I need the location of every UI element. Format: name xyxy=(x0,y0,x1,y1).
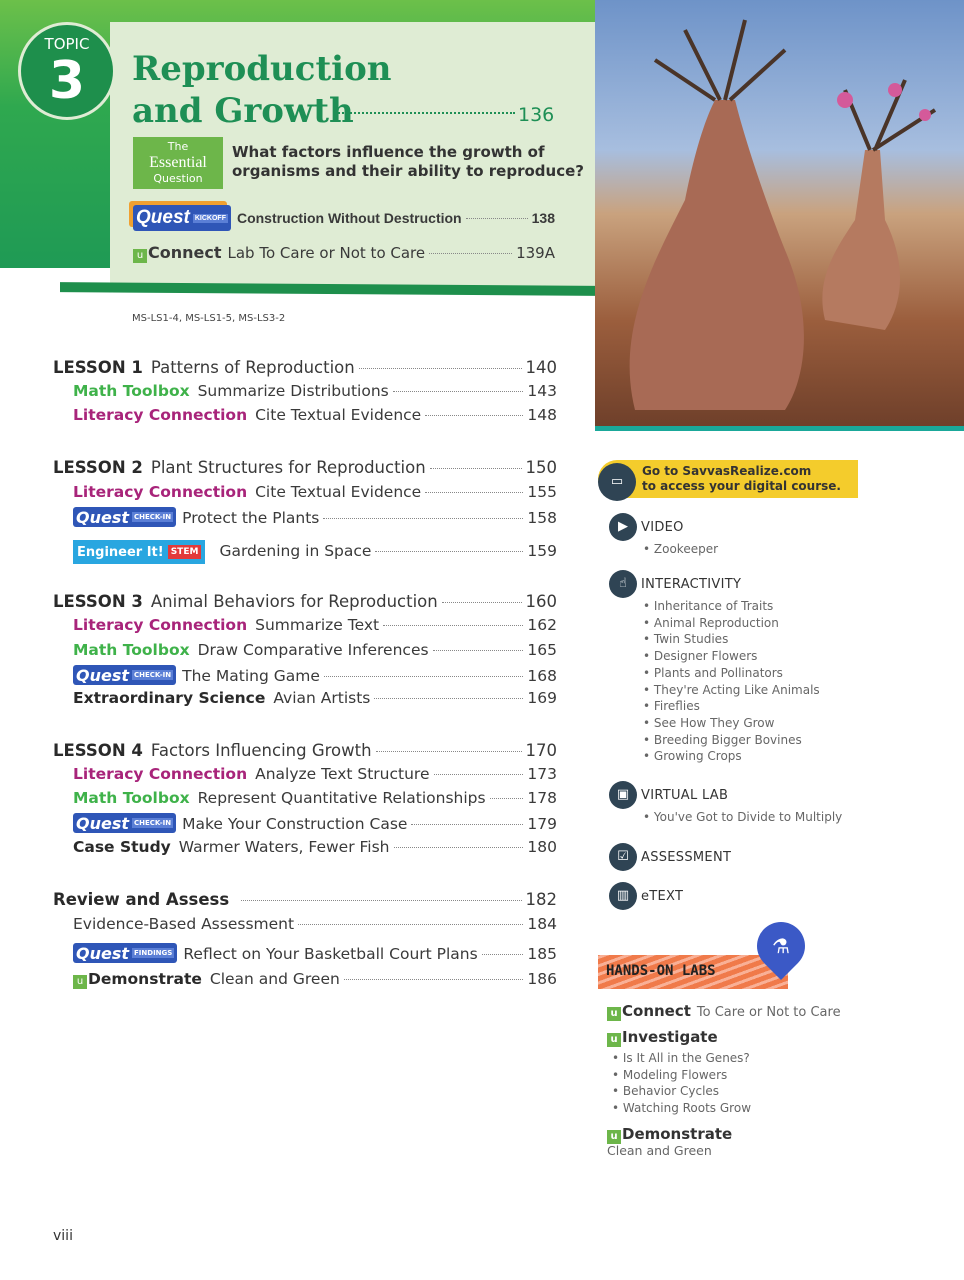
quest-label: Quest xyxy=(76,665,130,685)
toc-row-quest[interactable] xyxy=(73,507,557,527)
toc-row-lesson[interactable] xyxy=(53,592,557,611)
eq-line2: organisms and their ability to reproduce? xyxy=(232,162,584,180)
standards: MS-LS1-4, MS-LS1-5, MS-LS3-2 xyxy=(132,313,286,324)
page-number: 178 xyxy=(527,789,557,807)
digital-section-assessment[interactable]: ASSESSMENT xyxy=(641,850,732,865)
row-label: Extraordinary Science xyxy=(73,689,266,707)
digital-item[interactable]: • Animal Reproduction xyxy=(643,615,779,630)
row-label: LESSON 2 xyxy=(53,458,143,477)
eq-badge-question: Question xyxy=(153,172,203,185)
title-line2: and Growth xyxy=(132,91,354,131)
quest-label: Quest xyxy=(76,507,130,527)
digital-item[interactable]: • See How They Grow xyxy=(643,715,775,730)
digital-item[interactable]: • Growing Crops xyxy=(643,749,742,764)
investigate-item[interactable]: • Is It All in the Genes? xyxy=(612,1051,750,1065)
leader-dots xyxy=(335,112,515,114)
lab-connect-label: Connect xyxy=(622,1002,691,1020)
row-title: Reflect on Your Basketball Court Plans xyxy=(183,944,478,963)
quest-label: Quest xyxy=(136,207,190,228)
row-title: Factors Influencing Growth xyxy=(150,741,372,760)
digital-section-video[interactable]: VIDEO xyxy=(641,520,684,535)
title-line1: Reproduction xyxy=(132,49,392,89)
row-label: Literacy Connection xyxy=(73,616,248,634)
topic-number: 3 xyxy=(48,51,86,111)
page-number: 159 xyxy=(527,541,557,560)
assessment-icon: ☑ xyxy=(609,843,637,871)
row-label: Math Toolbox xyxy=(73,641,190,659)
quest-label: Quest xyxy=(76,813,130,833)
row-label: Case Study xyxy=(73,838,171,856)
row-title: Summarize Distributions xyxy=(197,382,389,400)
toc-row-math[interactable] xyxy=(73,641,557,659)
engineer-label: Engineer It! xyxy=(77,544,164,560)
page-number: 179 xyxy=(527,814,557,833)
toc-row-sub[interactable] xyxy=(73,915,557,933)
lab-icon: u xyxy=(607,1130,621,1144)
digital-section-interactivity[interactable]: INTERACTIVITY xyxy=(641,577,742,592)
quest-badge xyxy=(73,943,177,963)
lab-demonstrate[interactable] xyxy=(607,1125,732,1144)
lab-demonstrate-label: Demonstrate xyxy=(622,1125,733,1143)
cover-photo xyxy=(595,0,964,428)
row-label: Literacy Connection xyxy=(73,483,248,501)
row-title: Cite Textual Evidence xyxy=(255,483,422,501)
row-label: Math Toolbox xyxy=(73,382,190,400)
leader-dots xyxy=(394,847,524,848)
quest-badge xyxy=(73,665,176,685)
digital-item[interactable]: • Zookeeper xyxy=(643,542,719,556)
quest-badge xyxy=(73,813,176,833)
investigate-item[interactable]: • Modeling Flowers xyxy=(612,1067,728,1082)
quest-tag: CHECK-IN xyxy=(134,513,172,521)
eq-badge-essential: Essential xyxy=(149,154,207,171)
row-title: Make Your Construction Case xyxy=(182,814,408,833)
toc-row-plain[interactable] xyxy=(73,838,557,856)
lab-demonstrate-title: Clean and Green xyxy=(607,1143,712,1158)
laptop-icon: ▭ xyxy=(598,463,636,501)
stem-tag: STEM xyxy=(168,545,202,559)
page-number: 158 xyxy=(527,508,557,527)
page-number: 170 xyxy=(525,741,557,760)
row-label: Review and Assess xyxy=(53,890,230,909)
virtual-lab-icon: ▣ xyxy=(609,781,637,809)
page-number: 165 xyxy=(527,641,557,659)
toc-row-quest[interactable] xyxy=(73,665,557,685)
digital-item[interactable]: • You've Got to Divide to Multiply xyxy=(643,810,843,824)
topic-badge xyxy=(18,22,116,120)
page-number: 182 xyxy=(525,890,557,909)
lab-connect[interactable] xyxy=(607,1002,841,1021)
realize-line2: to access your digital course. xyxy=(642,479,841,493)
row-title: Draw Comparative Inferences xyxy=(197,641,429,659)
page-number: 162 xyxy=(527,616,557,634)
toc-row-math[interactable] xyxy=(73,382,557,400)
leader-dots xyxy=(442,602,522,603)
digital-item[interactable]: • Inheritance of Traits xyxy=(643,599,774,613)
connect-lab-row[interactable] xyxy=(133,243,555,263)
row-title: Animal Behaviors for Reproduction xyxy=(150,592,438,611)
leader-dots xyxy=(241,900,521,901)
lab-connect-title: To Care or Not to Care xyxy=(696,1005,841,1020)
digital-item[interactable]: • Designer Flowers xyxy=(643,649,758,664)
digital-section-virtual-lab[interactable]: VIRTUAL LAB xyxy=(641,788,729,803)
toc-row-quest[interactable] xyxy=(73,813,557,833)
leader-dots xyxy=(324,676,524,677)
toc-row-plain[interactable] xyxy=(73,689,557,707)
toc-row-lesson[interactable] xyxy=(53,890,557,909)
leader-dots xyxy=(323,518,523,519)
row-title: Gardening in Space xyxy=(219,541,372,560)
essential-question xyxy=(232,143,584,181)
lab-icon: u xyxy=(133,249,147,263)
lab-icon: u xyxy=(607,1007,621,1021)
toc-row-lit[interactable] xyxy=(73,765,557,783)
digital-section-etext[interactable]: eTEXT xyxy=(641,889,684,904)
leader-dots xyxy=(434,774,524,775)
eq-badge-the: The xyxy=(167,140,189,153)
page-number: 168 xyxy=(527,666,557,685)
row-title: Represent Quantitative Relationships xyxy=(197,789,486,807)
bottle-tree-illustration xyxy=(595,0,964,428)
row-title: Clean and Green xyxy=(209,970,340,988)
row-title: Avian Artists xyxy=(273,689,371,707)
realize-banner[interactable] xyxy=(598,460,858,498)
digital-item[interactable]: • Fireflies xyxy=(643,699,700,714)
hands-on-labs-banner xyxy=(598,955,788,989)
row-title: Cite Textual Evidence xyxy=(255,406,422,424)
page-number: 138 xyxy=(531,210,555,226)
page-number: 173 xyxy=(527,765,557,783)
quest-title: Construction Without Destruction xyxy=(236,210,462,226)
page-number-footer: viii xyxy=(53,1228,73,1244)
page-number: 155 xyxy=(527,483,557,501)
quest-label: Quest xyxy=(76,943,130,963)
page-number: 139A xyxy=(516,244,555,262)
hands-on-labs-title: HANDS-ON LABS xyxy=(606,963,716,979)
row-title: Plant Structures for Reproduction xyxy=(150,458,426,477)
page-number: 160 xyxy=(525,592,557,611)
leader-dots xyxy=(429,253,512,254)
row-label: Literacy Connection xyxy=(73,765,248,783)
quest-badge xyxy=(73,507,176,527)
lab-investigate-label: Investigate xyxy=(622,1028,718,1046)
toc-row-lit[interactable] xyxy=(73,483,557,501)
topic-label: TOPIC xyxy=(44,35,90,53)
leader-dots xyxy=(430,468,522,469)
row-label: LESSON 3 xyxy=(53,592,143,611)
digital-item[interactable]: • Twin Studies xyxy=(643,632,729,647)
page-number: 184 xyxy=(527,915,557,933)
leader-dots xyxy=(425,415,523,416)
page-number: 148 xyxy=(527,406,557,424)
page-number: 185 xyxy=(527,944,557,963)
quest-tag: CHECK-IN xyxy=(134,671,172,679)
leader-dots xyxy=(490,798,524,799)
row-title: Protect the Plants xyxy=(182,508,320,527)
toc-row-lesson[interactable] xyxy=(53,458,557,477)
row-title: The Mating Game xyxy=(182,666,320,685)
lab-investigate[interactable] xyxy=(607,1028,718,1047)
realize-line1: Go to SavvasRealize.com xyxy=(642,464,812,478)
page-number: 150 xyxy=(525,458,557,477)
quest-tag: CHECK-IN xyxy=(134,819,172,827)
eq-line1: What factors influence the growth of xyxy=(232,143,545,161)
toc-row-lit[interactable] xyxy=(73,616,557,634)
leader-dots xyxy=(376,751,522,752)
toc-row-lit[interactable] xyxy=(73,406,557,424)
essential-question-badge xyxy=(133,137,223,189)
topic-title xyxy=(132,48,391,132)
page-number: 140 xyxy=(525,358,557,377)
leader-dots xyxy=(411,824,523,825)
row-label: Math Toolbox xyxy=(73,789,190,807)
interactivity-icon: ☝ xyxy=(609,570,637,598)
investigate-item[interactable]: • Watching Roots Grow xyxy=(612,1101,752,1116)
video-icon: ▶ xyxy=(609,513,637,541)
row-label: Demonstrate xyxy=(88,970,202,988)
toc-row-demo[interactable] xyxy=(73,970,557,989)
leader-dots xyxy=(393,391,524,392)
toc-row-math[interactable] xyxy=(73,789,557,807)
row-label: LESSON 4 xyxy=(53,741,143,760)
digital-item[interactable]: • Breeding Bigger Bovines xyxy=(643,732,802,747)
row-title: Evidence-Based Assessment xyxy=(73,915,295,933)
page-number: 186 xyxy=(527,970,557,988)
quest-badge xyxy=(133,205,231,231)
leader-dots xyxy=(374,698,523,699)
page-number: 180 xyxy=(527,838,557,856)
toc-row-lesson[interactable] xyxy=(53,741,557,760)
quest-tag: KICKOFF xyxy=(194,214,226,222)
connect-title: Lab To Care or Not to Care xyxy=(227,244,426,262)
page-number: 169 xyxy=(527,689,557,707)
quest-kickoff-row[interactable] xyxy=(133,205,555,231)
lab-icon: u xyxy=(607,1033,621,1047)
row-label: Literacy Connection xyxy=(73,406,248,424)
digital-item[interactable]: • Plants and Pollinators xyxy=(643,665,783,680)
toc-row-lesson[interactable] xyxy=(53,358,557,377)
investigate-item[interactable]: • Behavior Cycles xyxy=(612,1084,720,1099)
leader-dots xyxy=(344,979,524,980)
leader-dots xyxy=(482,954,524,955)
leader-dots xyxy=(466,218,528,219)
leader-dots xyxy=(425,492,523,493)
title-page-number: 136 xyxy=(518,104,555,126)
leader-dots xyxy=(375,551,523,552)
toc-row-quest[interactable] xyxy=(73,943,557,963)
engineer-it-badge xyxy=(73,540,205,564)
leader-dots xyxy=(383,625,523,626)
row-title: Summarize Text xyxy=(255,616,380,634)
leader-dots xyxy=(359,368,522,369)
lab-icon: u xyxy=(73,975,87,989)
row-title: Warmer Waters, Fewer Fish xyxy=(178,838,390,856)
row-title: Patterns of Reproduction xyxy=(150,358,355,377)
leader-dots xyxy=(298,924,523,925)
quest-tag: FINDINGS xyxy=(134,949,173,957)
row-label: LESSON 1 xyxy=(53,358,143,377)
flask-pin-icon: ⚗ xyxy=(747,912,815,980)
etext-icon: ▥ xyxy=(609,882,637,910)
photo-divider xyxy=(595,426,964,431)
digital-item[interactable]: • They're Acting Like Animals xyxy=(643,682,820,697)
leader-dots xyxy=(433,650,524,651)
toc-row-eng[interactable] xyxy=(73,540,557,564)
page-number: 143 xyxy=(527,382,557,400)
row-title: Analyze Text Structure xyxy=(255,765,430,783)
connect-label: Connect xyxy=(148,243,222,262)
